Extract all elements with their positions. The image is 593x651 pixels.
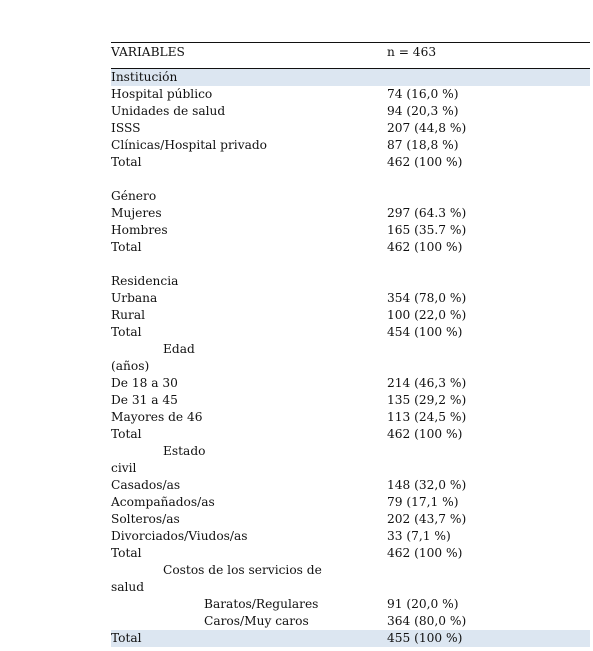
table-row: Baratos/Regulares 91 (20,0 %): [204, 597, 459, 611]
section-title-residencia: Residencia: [111, 274, 179, 288]
table-row: Clínicas/Hospital privado 87 (18,8 %): [111, 138, 459, 152]
table-row-total: Total 462 (100 %): [111, 427, 463, 441]
table-row: Solteros/as 202 (43,7 %): [111, 512, 467, 526]
table-row: Mayores de 46 113 (24,5 %): [111, 410, 467, 424]
table-row: Rural 100 (22,0 %): [111, 308, 467, 322]
header-variables: VARIABLES: [111, 45, 185, 59]
table-row-total: Total 462 (100 %): [111, 155, 463, 169]
table-row: Hombres 165 (35.7 %): [111, 223, 467, 237]
section-title-genero: Género: [111, 189, 157, 203]
section-title-costos: Costos de los servicios de: [163, 563, 322, 577]
table-row: De 31 a 45 135 (29,2 %): [111, 393, 467, 407]
table-row: Caros/Muy caros 364 (80,0 %): [204, 614, 467, 628]
section-title-edad: Edad: [163, 342, 195, 356]
table-row-total: Total 454 (100 %): [111, 325, 463, 339]
section-title-institucion: Institución: [111, 69, 590, 86]
section-title-estado-civil-2: civil: [111, 461, 137, 475]
table-row: Unidades de salud 94 (20,3 %): [111, 104, 459, 118]
table-row: Acompañados/as 79 (17,1 %): [111, 495, 459, 509]
table-row: Casados/as 148 (32,0 %): [111, 478, 467, 492]
table-row-total-shaded: Total 455 (100 %): [111, 630, 590, 647]
table-row: ISSS 207 (44,8 %): [111, 121, 467, 135]
table-row: Hospital público 74 (16,0 %): [111, 87, 459, 101]
header-n: n = 463: [387, 45, 437, 59]
table-row-total: Total 462 (100 %): [111, 240, 463, 254]
table-row: Mujeres 297 (64.3 %): [111, 206, 467, 220]
section-title-estado-civil: Estado: [163, 444, 206, 458]
header-row: [111, 44, 590, 61]
table-row: Divorciados/Viudos/as 33 (7,1 %): [111, 529, 451, 543]
section-title-costos-2: salud: [111, 580, 145, 594]
table-row-total: Total 462 (100 %): [111, 546, 463, 560]
section-title-edad-unit: (años): [111, 359, 150, 373]
table-row: De 18 a 30 214 (46,3 %): [111, 376, 467, 390]
table-row: Urbana 354 (78,0 %): [111, 291, 467, 305]
table-top-rule: [111, 42, 590, 43]
